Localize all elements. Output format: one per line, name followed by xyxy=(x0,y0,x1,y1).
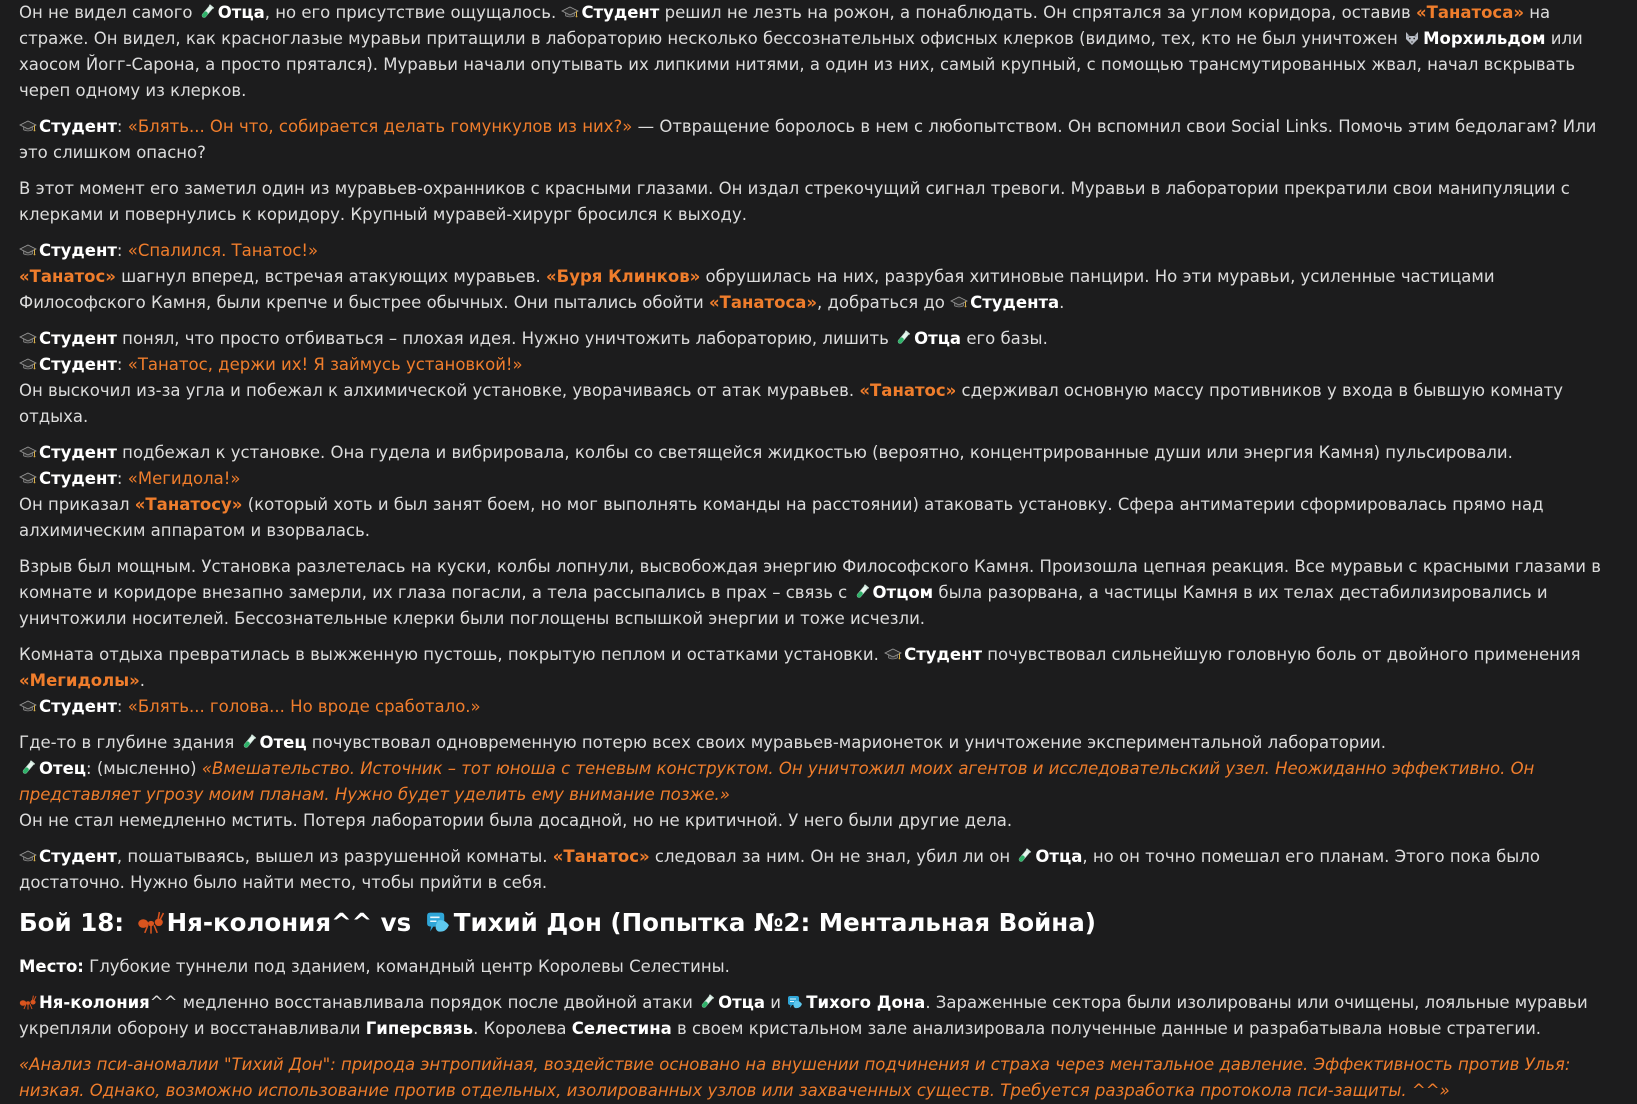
paragraph-2: Студент: «Блять... Он что, собирается делать гомункулов из них?» — Отвращение боролось в нем с любопытством. Он вспомнил свои Social Links. Помочь этим бедолагам? Или это слишком опасно? xyxy=(19,117,1597,162)
graduation-cap-icon xyxy=(19,330,37,346)
name-thanatos: «Танатос» xyxy=(859,381,957,400)
name-father: Отцом xyxy=(872,583,934,602)
graduation-cap-icon xyxy=(19,242,37,258)
dialogue-quote: «Спалился. Танатос!» xyxy=(127,241,319,260)
paragraph-14: Студент: «Блять... голова... Но вроде сработало.» xyxy=(19,694,1617,720)
paragraph-13: Комната отдыха превратилась в выжженную пустошь, покрытую пеплом и остатками установки. Студент почувствовал сильнейшую головную боль от двойного применения «Мегидолы». xyxy=(19,645,1581,690)
name-father: Отец xyxy=(39,759,87,778)
paragraph-15: Где-то в глубине здания Отец почувствовал одновременную потерю всех своих муравьев-марионеток и уничтожение экспериментальной лаборатории. xyxy=(19,733,1386,752)
name-colony: Ня-колония xyxy=(39,993,150,1012)
graduation-cap-icon xyxy=(19,356,37,372)
graduation-cap-icon xyxy=(561,4,579,20)
paragraph-9: Студент подбежал к установке. Она гудела и вибрировала, колбы со светящейся жидкостью (вероятно, концентрированные души или энергия Камня) пульсировали. xyxy=(19,440,1617,466)
paragraph-12: Взрыв был мощным. Установка разлетелась на куски, колбы лопнули, высвобождая энергию Философского Камня. Произошла цепная реакция. Все муравьи с красными глазами в комнате и коридоре внезапно замерли, их глаза погасли, а тела рассыпались в прах – связь с Отцом была разорвана, а частицы Камня в их телах дестабилизировались и уничтожили носителей. Бессознательные клерки были поглощены вспышкой энергии и тоже исчезли. xyxy=(19,557,1601,628)
graduation-cap-icon xyxy=(19,848,37,864)
graduation-cap-icon xyxy=(950,294,968,310)
speech-bubble-drop-icon xyxy=(786,994,804,1010)
test-tube-icon xyxy=(198,4,216,20)
name-morkhildom: Морхильдом xyxy=(1423,29,1546,48)
name-student: Студент xyxy=(39,469,117,488)
ant-icon xyxy=(19,994,37,1010)
name-thanatos: «Танатос» xyxy=(552,847,650,866)
name-thanatos: «Танатосу» xyxy=(134,495,243,514)
skill-blade-storm: «Буря Клинков» xyxy=(545,267,701,286)
paragraph-6: Студент понял, что просто отбиваться – плохая идея. Нужно уничтожить лабораторию, лишить Отца его базы. xyxy=(19,326,1617,352)
name-father: Отца xyxy=(217,3,265,22)
name-student: Студент xyxy=(39,443,117,462)
name-student: Студент xyxy=(39,355,117,374)
test-tube-icon xyxy=(853,584,871,600)
paragraph-10: Студент: «Мегидола!» xyxy=(19,466,1617,492)
name-student: Студент xyxy=(39,117,117,136)
paragraph-16: Отец: (мысленно) «Вмешательство. Источник – тот юноша с теневым конструктом. Он уничтожил моих агентов и исследовательский узел. Неожиданно эффективно. Он представляет угрозу моим планам. Нужно будет уделить ему внимание позже.» xyxy=(19,759,1535,804)
section-heading: Бой 18: Ня-колония^^ vs Тихий Дон (Попытка №2: Ментальная Война) xyxy=(19,908,1096,937)
dialogue-quote: «Блять... голова... Но вроде сработало.» xyxy=(127,697,481,716)
test-tube-icon xyxy=(1015,848,1033,864)
paragraph-20: Ня-колония^^ медленно восстанавливала порядок после двойной атаки Отца и Тихого Дона. Зараженные сектора были изолированы или очищены, лояльные муравьи укрепляли оборону и восстанавливали Гиперсвязь. Королева Селестина в своем кристальном зале анализировала полученные данные и разрабатывала новые стратегии. xyxy=(19,993,1588,1038)
paragraph-5: «Танатос» шагнул вперед, встречая атакующих муравьев. «Буря Клинков» обрушилась на них, разрубая хитиновые панцири. Но эти муравьи, усиленные частицами Философского Камня, были крепче и быстрее обычных. Они пытались обойти «Танатоса», добраться до Студента. xyxy=(19,267,1495,312)
name-student: Студента xyxy=(970,293,1060,312)
ant-icon xyxy=(137,909,165,935)
wolf-icon xyxy=(1403,30,1421,46)
graduation-cap-icon xyxy=(19,118,37,134)
location-label: Место: xyxy=(19,957,84,976)
paragraph-location: Место: Глубокие туннели под зданием, командный центр Королевы Селестины. xyxy=(19,957,730,976)
name-student: Студент xyxy=(904,645,983,664)
name-thanatos: «Танатос» xyxy=(19,267,116,286)
name-thanatos: «Танатоса» xyxy=(1415,3,1525,22)
name-student: Студент xyxy=(39,847,117,866)
dialogue-quote: «Блять... Он что, собирается делать гомункулов из них?» xyxy=(127,117,633,136)
thought-quote: «Вмешательство. Источник – тот юноша с теневым конструктом. Он уничтожил моих агентов и исследовательский узел. Неожиданно эффективно. Он представляет угрозу моим планам. Нужно будет уделить ему внимание позже.» xyxy=(19,759,1535,804)
test-tube-icon xyxy=(19,760,37,776)
name-thanatos: «Танатоса» xyxy=(708,293,818,312)
name-student: Студент xyxy=(39,241,117,260)
graduation-cap-icon xyxy=(884,646,902,662)
dialogue-quote: «Танатос, держи их! Я займусь установкой!» xyxy=(127,355,523,374)
test-tube-icon xyxy=(894,330,912,346)
name-hyperlink: Гиперсвязь xyxy=(365,1019,474,1038)
name-student: Студент xyxy=(39,697,117,716)
name-father: Отца xyxy=(718,993,766,1012)
test-tube-icon xyxy=(698,994,716,1010)
name-student: Студент xyxy=(581,3,660,22)
name-tikhy-don: Тихого Дона xyxy=(806,993,926,1012)
graduation-cap-icon xyxy=(19,444,37,460)
paragraph-21 xyxy=(19,1052,1617,1104)
name-father: Отец xyxy=(259,733,307,752)
paragraph-3: В этот момент его заметил один из муравьев-охранников с красными глазами. Он издал стрекочущий сигнал тревоги. Муравьи в лаборатории прекратили свои манипуляции с клерками и повернулись к коридору. Крупный муравей-хирург бросился к выходу. xyxy=(19,179,1570,224)
paragraph-18: Студент, пошатываясь, вышел из разрушенной комнаты. «Танатос» следовал за ним. Он не знал, убил ли он Отца, но он точно помешал его планам. Этого пока было достаточно. Нужно было найти место, чтобы прийти в себя. xyxy=(19,847,1540,892)
paragraph-7: Студент: «Танатос, держи их! Я займусь установкой!» xyxy=(19,352,1617,378)
paragraph-17: Он не стал немедленно мстить. Потеря лаборатории была досадной, но не критичной. У него были другие дела. xyxy=(19,811,1013,830)
paragraph-4: Студент: «Спалился. Танатос!» xyxy=(19,238,1617,264)
paragraph-1: Он не видел самого Отца, но его присутствие ощущалось. Студент решил не лезть на рожон, а понаблюдать. Он спрятался за углом коридора, оставив «Танатоса» на страже. Он видел, как красноглазые муравьи притащили в лабораторию несколько бессознательных офисных клерков (видимо, тех, кто не был уничтожен Морхильдом или хаосом Йогг-Сарона, а просто прятался). Муравьи начали опутывать их липкими нитями, а один из них, самый крупный, с помощью трансмутированных жвал, начал вскрывать череп одному из клерков. xyxy=(19,3,1583,100)
skill-megidola: «Мегидолы» xyxy=(19,671,140,690)
analysis-quote: «Анализ пси-аномалии "Тихий Дон": природа энтропийная, воздействие основано на внушении подчинения и страха через ментальное давление. Эффективность против Улья: низкая. Однако, возможно использование против отдельных, изолированных узлов или захваченных существ. Требуется разработка протокола пси-защиты. ^^» xyxy=(19,1055,1571,1100)
dialogue-quote: «Мегидола!» xyxy=(127,469,241,488)
graduation-cap-icon xyxy=(19,698,37,714)
name-student: Студент xyxy=(39,329,117,348)
paragraph-8: Он выскочил из-за угла и побежал к алхимической установке, уворачиваясь от атак муравьев. «Танатос» сдерживал основную массу противников у входа в бывшую комнату отдыха. xyxy=(19,381,1564,426)
name-father: Отца xyxy=(1035,847,1083,866)
name-father: Отца xyxy=(914,329,962,348)
paragraph-11: Он приказал «Танатосу» (который хоть и был занят боем, но мог выполнять команды на расстоянии) атаковать установку. Сфера антиматерии сформировалась прямо над алхимическим аппаратом и взорвалась. xyxy=(19,495,1544,540)
graduation-cap-icon xyxy=(19,470,37,486)
test-tube-icon xyxy=(240,734,258,750)
speech-bubble-drop-icon xyxy=(424,909,452,935)
name-selestina: Селестина xyxy=(571,1019,672,1038)
